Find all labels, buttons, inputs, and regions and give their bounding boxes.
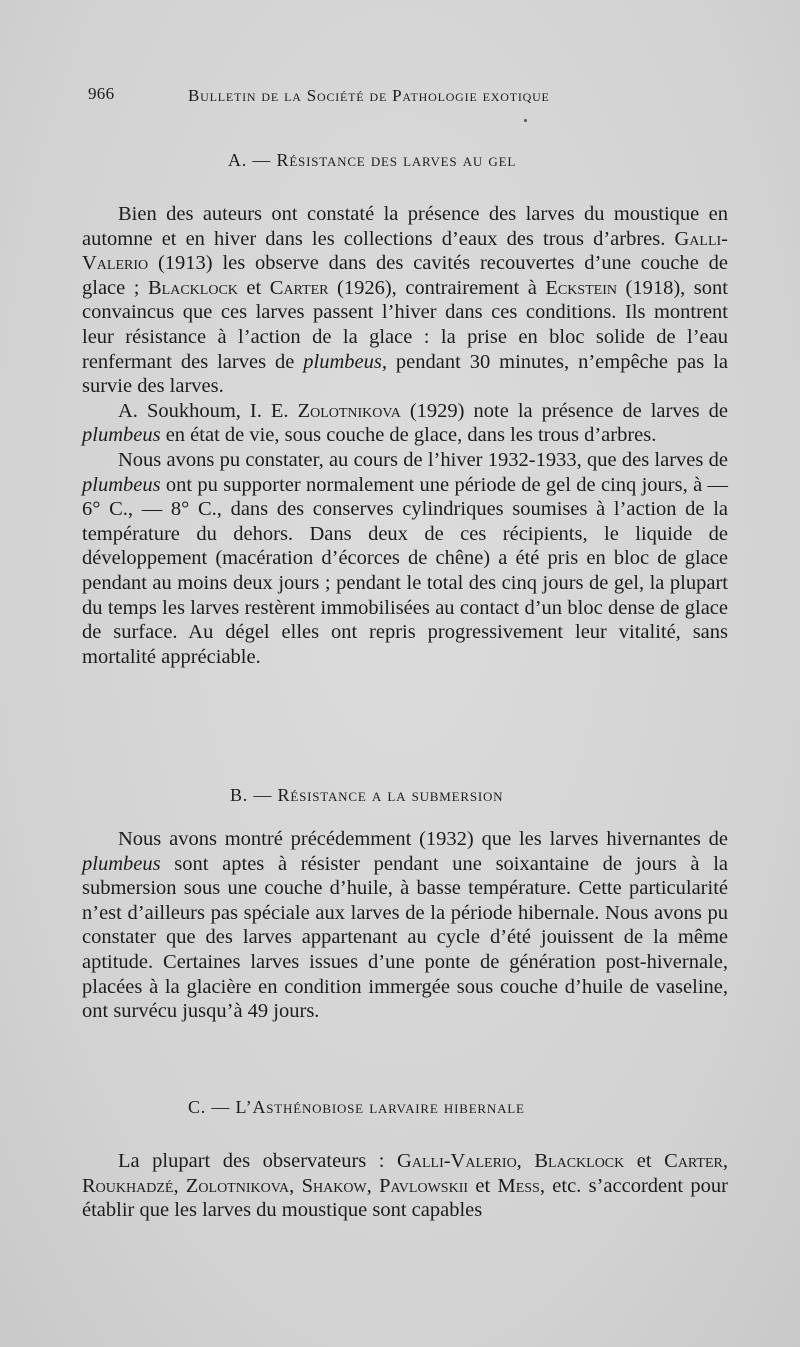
text-run: et	[468, 1174, 498, 1197]
text-run: (1926), contrairement à	[328, 276, 546, 299]
print-speck	[524, 119, 527, 122]
text-run: La plupart des observateurs :	[118, 1150, 398, 1172]
page-number: 966	[88, 84, 115, 103]
section-a-letter: A. —	[228, 150, 272, 170]
paragraph-a2	[82, 399, 728, 448]
text-run: Bien des auteurs ont constaté la présence des larves du moustique en automne et en hiver dans les collections d’eaux des trous d’arbres.	[82, 203, 728, 250]
text-run: ont pu supporter normalement une période de gel de cinq jours, à — 6° C., — 8° C., dans des conserves cylindriques soumises à l’action de la température du dehors. Dans deux de ces récipients, le liquide de développement (macération d’écorces de chêne) a été pris en bloc de glace pendant au moins deux jours ; pendant le total des cinq jours de gel, la plupart du temps les larves restèrent immobilisées au contact d’un bloc dense de glace de surface. Au dégel elles ont repris progressivement leur vitalité, sans mortalité appréciable.	[82, 473, 728, 668]
species-name: plumbeus	[82, 473, 161, 496]
section-a-heading	[228, 150, 516, 171]
author-name: Zolotnikova	[297, 399, 401, 422]
section-c-letter: C. —	[188, 1097, 231, 1117]
author-name: Carter	[269, 276, 329, 299]
text-run: sont aptes à résister pendant une soixantaine de jours à la submersion sous une couche d’huile, à basse température. Cette particularité n’est d’ailleurs pas spéciale aux larves de la période hibernale. Nous avons pu constater que des larves appartenant au cycle d’été jouissent de la même aptitude. Certaines larves issues d’une ponte de génération post-hivernale, placées à la glacière en condition immergée sous couche d’huile de vaseline, ont survécu jusqu’à 49 jours.	[82, 852, 728, 1023]
species-name: plumbeus	[303, 350, 382, 373]
section-b-body	[82, 827, 728, 1024]
text-run: Nous avons pu constater, au cours de l’hiver 1932-1933, que des larves de	[118, 448, 728, 471]
text-run: , pendant 30 minutes, n’empêche pas la survie des larves.	[82, 350, 728, 398]
text-run: (1913) les observe dans des cavités recouvertes d’une couche de glace ;	[82, 252, 728, 299]
paragraph-a1	[82, 202, 728, 399]
author-name: Eckstein	[545, 276, 617, 299]
species-name: plumbeus	[82, 852, 161, 875]
section-c-body	[82, 1149, 728, 1223]
text-run: , etc. s’accordent pour établir que les larves du moustique sont capables	[82, 1174, 728, 1222]
author-name: Galli-Valerio	[82, 227, 728, 275]
section-a-body	[82, 202, 728, 669]
section-a-title: Résistance des larves au gel	[276, 150, 517, 170]
text-run: en état de vie, sous couche de glace, dans les trous d’arbres.	[160, 424, 657, 447]
text-run: et	[237, 276, 270, 299]
species-name: plumbeus	[82, 424, 161, 447]
section-c-heading	[188, 1097, 525, 1118]
text-run: et	[624, 1150, 665, 1172]
paragraph-c1	[82, 1149, 728, 1223]
paragraph-a3	[82, 448, 728, 669]
author-name: Carter, Roukhadzé, Zolotnikova, Shakow, Pavlowskii	[82, 1150, 728, 1197]
text-run: Nous avons montré précédemment (1932) que les larves hivernantes de	[118, 828, 728, 850]
text-run: (1929) note la présence de larves de	[400, 399, 729, 422]
author-name: Galli-Valerio, Blacklock	[397, 1150, 625, 1172]
section-b-heading	[230, 785, 503, 806]
section-b-title: Résistance a la submersion	[277, 785, 504, 805]
author-name: Mess	[497, 1174, 540, 1197]
text-run: A. Soukhoum, I. E.	[118, 399, 298, 422]
author-name: Blacklock	[148, 276, 238, 299]
section-c-title: L’Asthénobiose larvaire hibernale	[235, 1097, 525, 1117]
text-run: (1918), sont convaincus que ces larves passent l’hiver dans ces conditions. Ils montrent leur résistance à l’action de la glace : la prise en bloc solide de l’eau renfermant des larves de	[82, 276, 728, 373]
section-b-letter: B. —	[230, 785, 273, 805]
paragraph-b1	[82, 827, 728, 1024]
journal-title: Bulletin de la Société de Pathologie exotique	[188, 86, 550, 105]
